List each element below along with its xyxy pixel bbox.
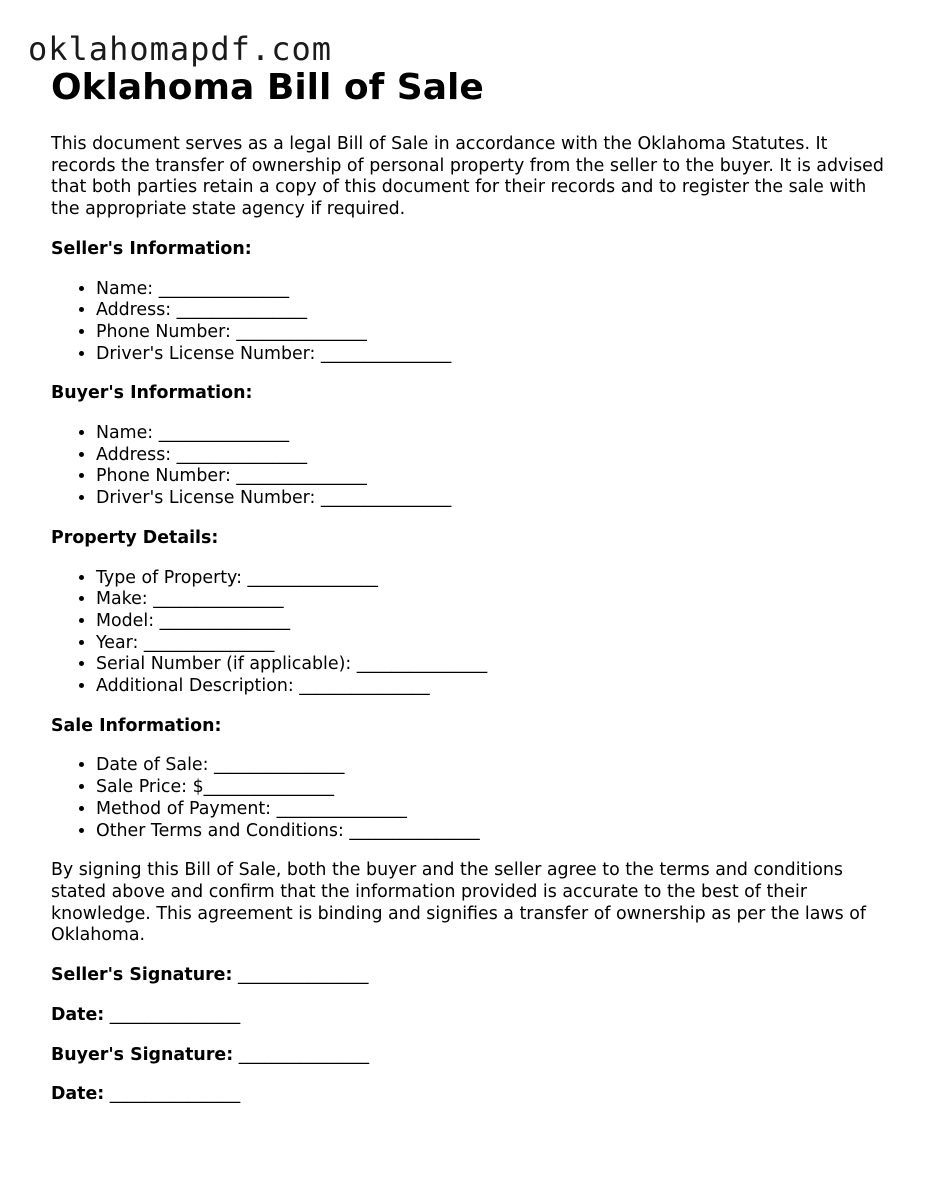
seller-phone-field: • Phone Number: _______________ — [96, 322, 891, 344]
sale-info-heading: Sale Information: — [51, 715, 222, 736]
buyer-date-label: Date: — [51, 1084, 105, 1105]
buyer-date-line — [51, 1084, 891, 1106]
site-watermark: oklahomapdf.com — [28, 30, 332, 68]
buyer-signature-line — [51, 1045, 891, 1067]
buyer-signature-blank: _______________ — [238, 1044, 370, 1065]
buyer-license-field: • Driver's License Number: _______________ — [96, 488, 891, 510]
seller-date-blank: _______________ — [109, 1004, 241, 1025]
seller-name-field: • Name: _______________ — [96, 279, 891, 301]
other-terms-field: • Other Terms and Conditions: _______________ — [96, 821, 891, 843]
property-details-heading: Property Details: — [51, 527, 219, 548]
page-title: Oklahoma Bill of Sale — [51, 67, 484, 108]
buyer-signature-label: Buyer's Signature: — [51, 1044, 234, 1065]
buyer-phone-field: • Phone Number: _______________ — [96, 466, 891, 488]
seller-date-label: Date: — [51, 1004, 105, 1025]
closing-paragraph: By signing this Bill of Sale, both the buyer and the seller agree to the terms and conditions stated above and confirm that the information provided is accurate to the best of their knowledge. This agreement is binding and signifies a transfer of ownership as per the laws of Oklahoma. — [51, 860, 866, 946]
sale-date-field: • Date of Sale: _______________ — [96, 755, 891, 777]
property-year-field: • Year: _______________ — [96, 633, 891, 655]
property-serial-field: • Serial Number (if applicable): _______________ — [96, 654, 891, 676]
bill-of-sale-document — [51, 66, 891, 1106]
seller-signature-label: Seller's Signature: — [51, 965, 233, 986]
seller-date-line — [51, 1005, 891, 1027]
seller-signature-line — [51, 965, 891, 987]
property-make-field: • Make: _______________ — [96, 589, 891, 611]
seller-signature-blank: _______________ — [237, 965, 369, 986]
seller-license-field: • Driver's License Number: _______________ — [96, 344, 891, 366]
sale-info-list — [51, 755, 891, 842]
seller-info-list — [51, 279, 891, 366]
property-description-field: • Additional Description: _______________ — [96, 676, 891, 698]
property-details-list — [51, 568, 891, 698]
buyer-name-field: • Name: _______________ — [96, 423, 891, 445]
property-model-field: • Model: _______________ — [96, 611, 891, 633]
intro-paragraph: This document serves as a legal Bill of Sale in accordance with the Oklahoma Statutes. It records the transfer of ownership of personal property from the seller to the buyer. It is advised that both parties retain a copy of this document for their records and to register the sale with the appropriate state agency if required. — [51, 134, 884, 220]
buyer-date-blank: _______________ — [109, 1084, 241, 1105]
buyer-info-list — [51, 423, 891, 510]
payment-method-field: • Method of Payment: _______________ — [96, 799, 891, 821]
seller-info-heading: Seller's Information: — [51, 238, 252, 259]
property-type-field: • Type of Property: _______________ — [96, 568, 891, 590]
buyer-info-heading: Buyer's Information: — [51, 383, 253, 404]
sale-price-field: • Sale Price: $_______________ — [96, 777, 891, 799]
seller-address-field: • Address: _______________ — [96, 300, 891, 322]
buyer-address-field: • Address: _______________ — [96, 445, 891, 467]
